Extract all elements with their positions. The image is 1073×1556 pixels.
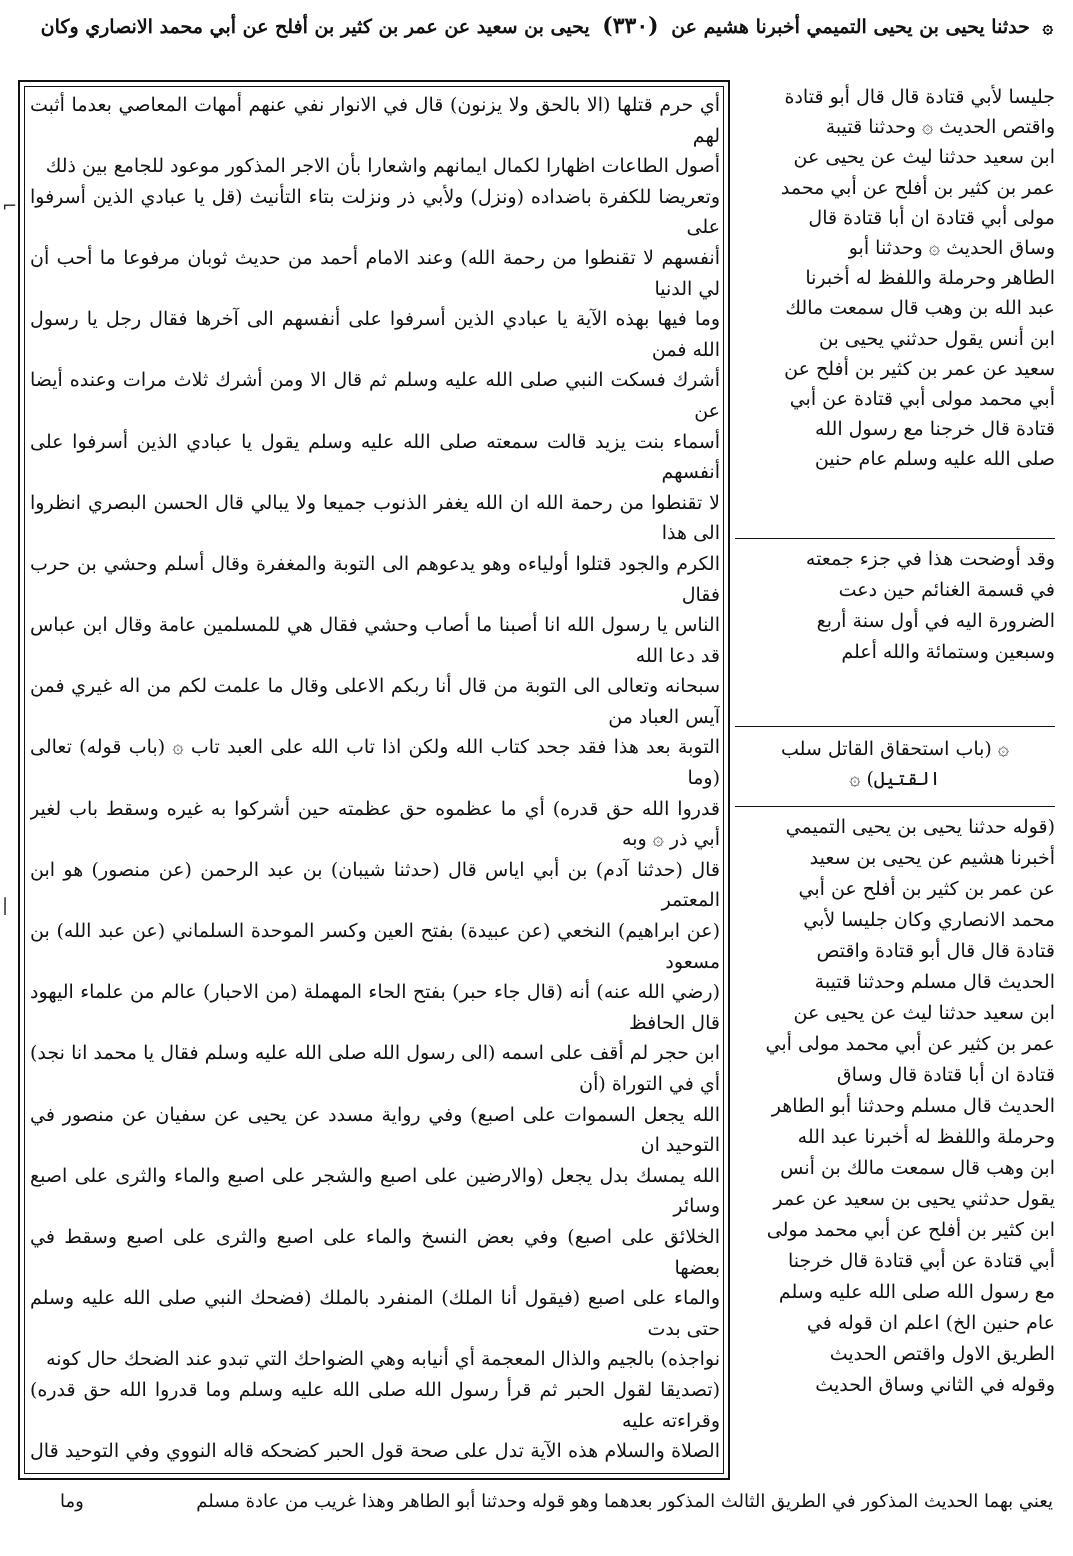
matn-line: ابن سعيد حدثنا ليث عن يحيى عن: [793, 146, 1055, 169]
commentary-line: أنفسهم لا تقنطوا من رحمة الله) وعند الامام أحمد من حديث ثوبان مرفوعا ما أحب أن لي الدنيا: [30, 246, 720, 300]
matn-commentary-line: (قوله حدثنا يحيى بن يحيى التميمي: [785, 816, 1055, 838]
page-header: [40, 8, 1053, 80]
matn-commentary-line: أخبرنا هشيم عن يحيى بن سعيد: [809, 847, 1055, 869]
commentary-line: (عن ابراهيم) النخعي (عن عبيدة) بفتح العين وكسر الموحدة السلماني (عن عبد الله) بن مسعود: [30, 920, 720, 973]
commentary-line: أشرك فسكت النبي صلى الله عليه وسلم ثم قال الا ومن أشرك ثلاث مرات وعنده أيضا عن: [30, 369, 720, 422]
heading-line: القتيل) ۞: [849, 768, 941, 790]
note-line: وسبعين وستمائة والله أعلم: [841, 641, 1055, 663]
matn-line: جليسا لأبي قتادة قال قال أبو قتادة: [784, 86, 1055, 108]
matn-line: سعيد عن عمر بن كثير بن أفلح عن: [784, 357, 1055, 380]
commentary-text: [30, 90, 720, 1470]
commentary-line: الله يمسك بدل يجعل (والارضين على اصبع والشجر على اصبع والماء والثرى على اصبع وسائر: [30, 1164, 720, 1218]
commentary-line: الكرم والجود قتلوا أولياءه وهو يدعوهم الى التوبة والمغفرة وقال أسلم وحشي بن حرب فقال: [30, 552, 720, 606]
commentary-line: أي حرم قتلها (الا بالحق ولا يزنون) قال في الانوار نفي عنهم أمهات المعاصي بعدما أثبت لهم: [30, 94, 720, 147]
matn-line: ابن أنس يقول حدثني يحيى بن: [819, 327, 1055, 350]
commentary-line: أسماء بنت يزيد قالت سمعته صلى الله عليه وسلم يقول يا عبادي الذين أسرفوا على أنفسهم: [30, 430, 720, 484]
commentary-line: الصلاة والسلام هذه الآية تدل على صحة قول الحبر كضحكه قاله النووي وفي التوحيد قال: [30, 1440, 720, 1463]
commentary-line: (تصديقا لقول الحبر ثم قرأ رسول الله صلى الله عليه وسلم وما قدروا الله حق قدره) وقراءته عليه: [30, 1378, 720, 1432]
matn-commentary-line: وحرملة واللفظ له أخبرنا عبد الله: [797, 1126, 1055, 1148]
matn-commentary-line: ابن وهب قال سمعت مالك بن أنس: [780, 1157, 1055, 1179]
hadith-number: (٣٣٠): [602, 13, 659, 39]
matn-commentary-line: الطريق الاول واقتص الحديث: [829, 1343, 1055, 1365]
commentary-line: لا تقنطوا من رحمة الله ان الله يغفر الذنوب جميعا ولا يبالي قال الحسن البصري انظروا الى هذا: [30, 491, 720, 545]
commentary-line: الناس يا رسول الله انا أصبنا ما أصاب وحشي فقال هي للمسلمين عامة وقال ابن عباس قد دعا الله: [30, 614, 720, 667]
matn-line: أبي محمد مولى أبي قتادة عن أبي: [789, 388, 1055, 411]
chapter-heading: [735, 734, 1055, 804]
note-line: وقد أوضحت هذا في جزء جمعته: [805, 548, 1055, 570]
matn-block-note: [735, 544, 1055, 714]
matn-commentary-line: عمر بن كثير عن أبي محمد مولى أبي: [765, 1033, 1055, 1055]
matn-commentary-line: وقوله في الثاني وساق الحديث: [815, 1374, 1055, 1396]
matn-block-continuation: [735, 82, 1055, 534]
matn-block-commentary: [735, 812, 1055, 1482]
commentary-line: وما فيها بهذه الآية يا عبادي الذين أسرفوا على أنفسهم الى آخرها فقال رجل يا رسول الله فمن: [30, 308, 720, 361]
matn-commentary-line: مع رسول الله صلى الله عليه وسلم: [778, 1281, 1055, 1303]
catchword: وما: [60, 1491, 84, 1512]
matn-commentary-line: الحديث قال مسلم وحدثنا أبو الطاهر: [771, 1095, 1055, 1117]
heading-line: ۞ (باب استحقاق القاتل سلب: [780, 738, 1010, 760]
matn-line: صلى الله عليه وسلم عام حنين: [814, 448, 1055, 471]
matn-commentary-line: عن عمر بن كثير بن أفلح عن أبي: [798, 878, 1055, 900]
commentary-line: الله يجعل السموات على اصبع) وفي رواية مسدد عن يحيى عن سفيان عن منصور في التوحيد ان: [30, 1103, 720, 1157]
matn-commentary-line: محمد الانصاري وكان جليسا لأبي: [803, 909, 1055, 931]
note-line: في قسمة الغنائم حين دعت: [838, 579, 1055, 601]
commentary-line: قال (حدثنا آدم) بن أبي اياس قال (حدثنا شيبان) بن عبد الرحمن (عن منصور) هو ابن المعتمر: [30, 858, 720, 912]
matn-commentary-line: ابن كثير بن أفلح عن أبي محمد مولى: [766, 1219, 1055, 1241]
footer-text: يعني بهما الحديث المذكور في الطريق الثالث المذكور بعدهما وهو قوله وحدثنا أبو الطاهر وهذا غريب من عادة مسلم: [196, 1491, 1053, 1512]
matn-commentary-line: عام حنين الخ) اعلم ان قوله في: [806, 1312, 1055, 1334]
commentary-line: الخلائق على اصبع) وفي بعض النسخ والماء على اصبع والثرى على اصبع وسقط في بعضها: [30, 1225, 720, 1279]
commentary-line: ابن حجر لم أقف على اسمه (الى رسول الله صلى الله عليه وسلم فقال يا محمد انا نجد) أي في التوراة (أن: [30, 1042, 720, 1095]
matn-line: مولى أبي قتادة ان أبا قتادة قال: [808, 206, 1055, 229]
matn-commentary-line: يقول حدثني يحيى بن سعيد عن عمر: [773, 1188, 1055, 1210]
matn-line: عمر بن كثير بن أفلح عن أبي محمد: [780, 176, 1055, 199]
divider: [735, 538, 1055, 539]
matn-column: [735, 82, 1055, 1482]
matn-line: عبد الله بن وهب قال سمعت مالك: [785, 297, 1055, 320]
commentary-line: أصول الطاعات اظهارا لكمال ايمانهم واشعارا بأن الاجر المذكور موعود للجامع بين ذلك: [45, 155, 720, 178]
divider: [735, 726, 1055, 727]
commentary-line: (رضي الله عنه) أنه (قال جاء حبر) بفتح الحاء المهملة (من الاحبار) عالم من علماء اليهود قال الحافظ: [30, 981, 720, 1034]
commentary-line: نواجذه) بالجيم والذال المعجمة أي أنيابه وهي الضواحك التي تبدو عند الضحك حال كونه: [46, 1348, 720, 1371]
margin-tick: ⌐: [2, 196, 18, 217]
commentary-line: التوبة بعد هذا فقد جحد كتاب الله ولكن اذا تاب الله على العبد تاب ۞ (باب قوله) تعالى (وما: [30, 736, 720, 790]
note-line: الضرورة اليه في أول سنة أربع: [816, 610, 1055, 632]
matn-commentary-line: قتادة ان أبا قتادة قال وساق: [836, 1064, 1055, 1086]
matn-commentary-line: ابن سعيد حدثنا ليث عن يحيى عن: [793, 1002, 1055, 1024]
matn-line: واقتص الحديث ۞ وحدثنا قتيبة: [825, 116, 1055, 139]
matn-line: وساق الحديث ۞ وحدثنا أبو: [848, 237, 1055, 260]
commentary-line: سبحانه وتعالى الى التوبة من قال أنا ربكم الاعلى وقال ما علمت لكم من اله غيري فمن آيس العباد من: [30, 675, 720, 728]
header-text-end: يحيى بن سعيد عن عمر بن كثير بن أفلح عن أبي محمد الانصاري وكان: [40, 16, 590, 38]
header-text-start: حدثنا يحيى بن يحيى التميمي أخبرنا هشيم عن: [671, 16, 1030, 38]
commentary-line: وتعريضا للكفرة باضداده (ونزل) ولأبي ذر ونزلت بتاء التأنيث (قل يا عبادي الذين أسرفوا على: [30, 185, 720, 239]
matn-line: الطاهر وحرملة واللفظ له أخبرنا: [805, 267, 1055, 290]
matn-line: قتادة قال خرجنا مع رسول الله: [815, 418, 1055, 441]
matn-commentary-line: أبي قتادة عن أبي قتادة قال خرجنا: [787, 1250, 1055, 1272]
commentary-line: قدروا الله حق قدره) أي ما عظموه حق عظمته حين أشركوا به غيره وسقط باب لغير أبي ذر ۞ وبه: [30, 797, 720, 851]
margin-tick: |: [2, 895, 9, 916]
flower-ornament-icon: ۞: [1042, 17, 1053, 38]
commentary-line: والماء على اصبع (فيقول أنا الملك) المنفرد بالملك (فضحك النبي صلى الله عليه وسلم حتى بدت: [30, 1287, 720, 1340]
matn-commentary-line: الحديث قال مسلم وحدثنا قتيبة: [814, 971, 1055, 993]
matn-commentary-line: قتادة قال قال أبو قتادة واقتص: [816, 940, 1055, 962]
divider: [735, 806, 1055, 807]
page-footer: [60, 1486, 1053, 1526]
